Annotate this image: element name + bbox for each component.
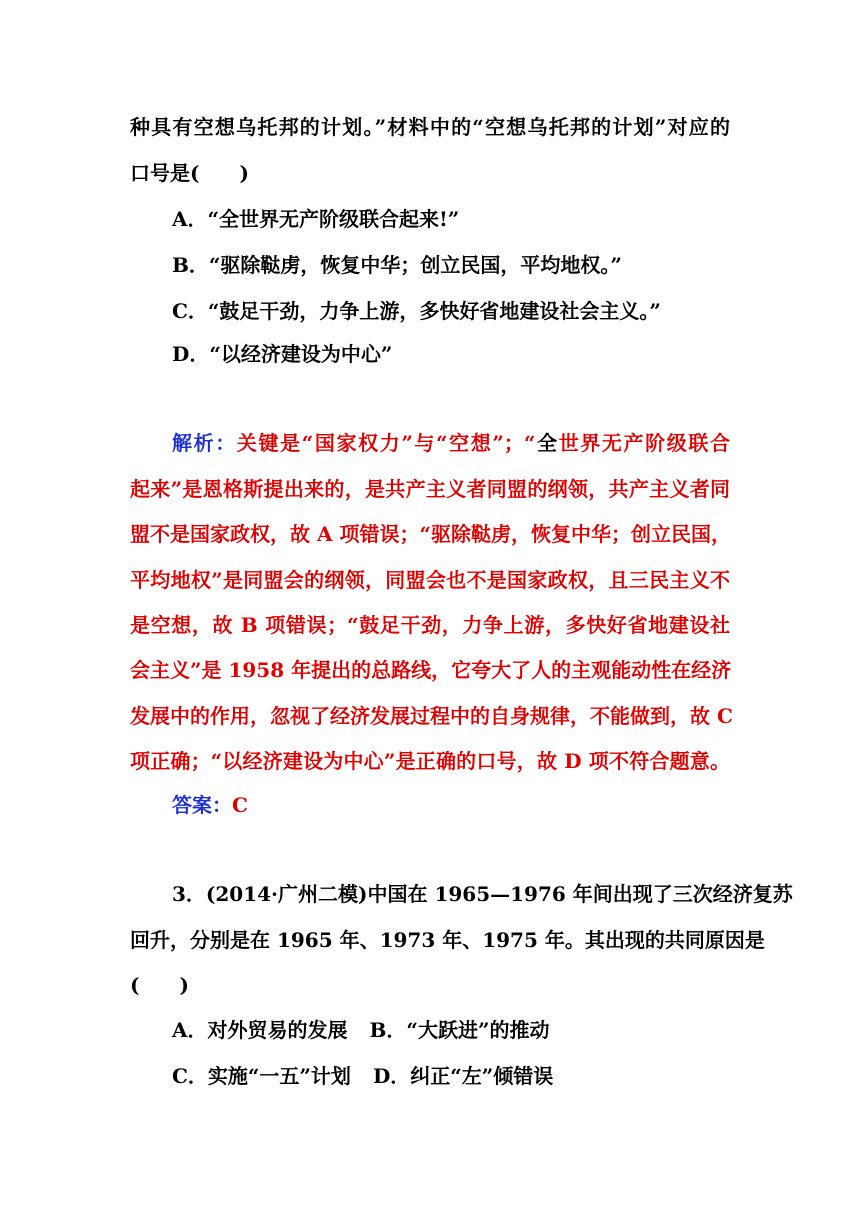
analysis-line-8: 项正确；“以经济建设为中心”是正确的口号，故 D 项不符合题意。 (130, 749, 730, 773)
analysis-line-6: 会主义”是 1958 年提出的总路线，它夸大了人的主观能动性在经济 (130, 658, 732, 682)
q3-option-d: D．纠正“左”倾错误 (372, 1064, 554, 1088)
q3-source: (2014·广州二模) (205, 882, 368, 906)
analysis-text-1c: 世界无产阶级联合 (558, 431, 731, 455)
q3-option-a: A．对外贸易的发展 (172, 1018, 348, 1042)
q2-option-a: A．“全世界无产阶级联合起来!” (172, 207, 460, 231)
analysis-line-5: 是空想，故 B 项错误；“鼓足干劲，力争上游，多快好省地建设社 (130, 613, 730, 637)
q3-option-b: B．“大跃进”的推动 (369, 1018, 550, 1042)
analysis-text-1a: 关键是“国家权力”与“空想”；“ (236, 431, 536, 455)
q3-stem-text-1: 中国在 1965—1976 年间出现了三次经济复苏 (367, 882, 793, 906)
q3-options-row-1 (172, 1016, 549, 1044)
analysis-line-4: 平均地权”是同盟会的纲领，同盟会也不是国家政权，且三民主义不 (130, 568, 730, 592)
q3-stem-line-2: 回升，分别是在 1965 年、1973 年、1975 年。其出现的共同原因是 (130, 928, 765, 952)
answer-line (172, 791, 248, 819)
analysis-line-1 (172, 429, 730, 457)
analysis-line-2: 起来”是恩格斯提出来的，是共产主义者同盟的纲领，共产主义者同 (130, 477, 730, 501)
q2-option-d: D．“以经济建设为中心” (172, 342, 393, 366)
q2-stem-line-2: 口号是( ) (130, 161, 249, 185)
answer-value: C (232, 793, 248, 817)
answer-label: 答案： (172, 793, 232, 817)
analysis-line-7: 发展中的作用，忽视了经济发展过程中的自身规律，不能做到，故 C (130, 704, 733, 728)
analysis-label: 解析： (172, 431, 237, 455)
q3-option-c: C．实施“一五”计划 (172, 1064, 351, 1088)
q3-options-row-2 (172, 1062, 553, 1090)
q2-option-b: B．“驱除鞑虏，恢复中华；创立民国，平均地权。” (172, 253, 622, 277)
q2-stem-line-1: 种具有空想乌托邦的计划。”材料中的“空想乌托邦的计划”对应的 (130, 115, 730, 139)
analysis-line-3: 盟不是国家政权，故 A 项错误；“驱除鞑虏，恢复中华；创立民国， (130, 522, 731, 546)
analysis-text-1b: 全 (535, 431, 559, 455)
q2-option-c: C．“鼓足干劲，力争上游，多快好省地建设社会主义。” (172, 299, 661, 323)
q3-stem-line-3: ( ) (130, 973, 189, 997)
q3-number: 3． (172, 882, 206, 906)
q3-stem-line-1 (172, 880, 793, 908)
